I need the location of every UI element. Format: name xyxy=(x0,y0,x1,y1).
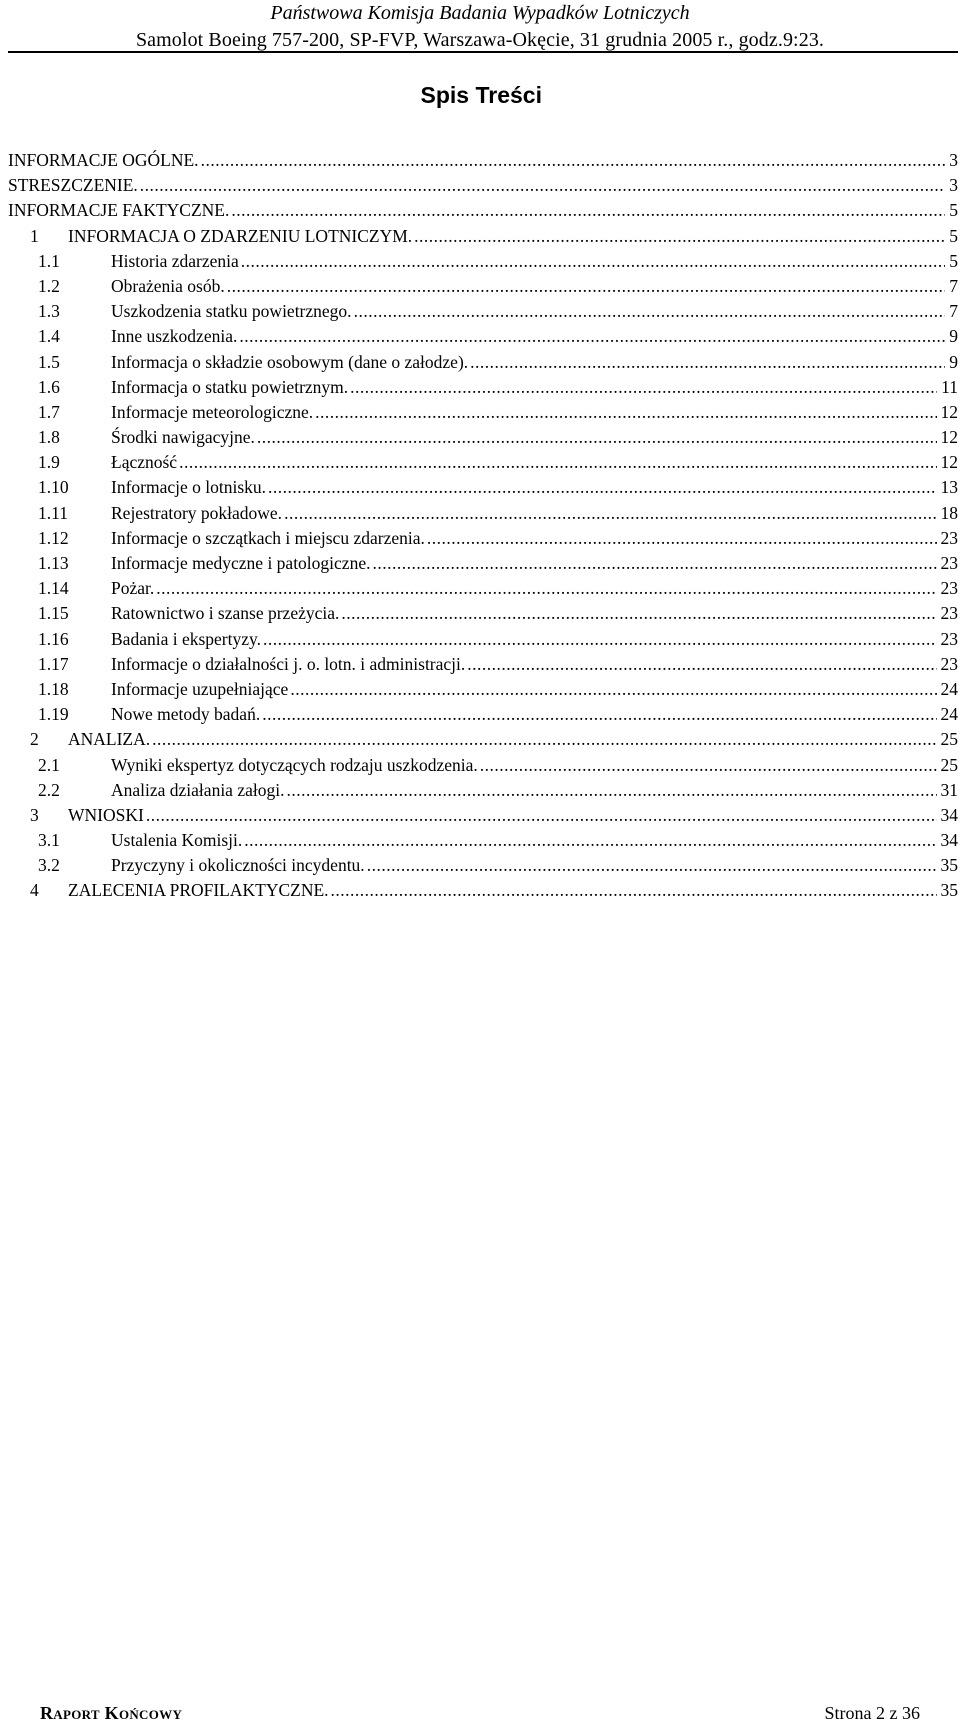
toc-entry-line xyxy=(111,627,958,652)
toc-entry-page: 31 xyxy=(940,779,958,800)
dot-leader xyxy=(284,501,936,526)
toc-entry-page: 12 xyxy=(940,427,958,448)
toc-entry-line xyxy=(111,702,958,727)
toc-entry-line xyxy=(111,274,958,299)
toc-entry-page: 3 xyxy=(949,150,958,170)
page-footer xyxy=(40,1700,920,1726)
toc-entry-number: 1.12 xyxy=(38,527,69,548)
toc-entry-title: Obrażenia osób. xyxy=(111,274,227,299)
toc-entry-title: ANALIZA. xyxy=(68,727,152,752)
toc-entry[interactable] xyxy=(8,828,958,853)
dot-leader xyxy=(239,324,945,349)
toc-entry-title: Informacje medyczne i patologiczne. xyxy=(111,551,372,576)
toc-entry[interactable] xyxy=(8,224,958,249)
toc-entry-title: Informacje uzupełniające xyxy=(111,677,290,702)
dot-leader xyxy=(257,425,937,450)
toc-entry-page: 3 xyxy=(949,175,958,196)
toc-entry-title: INFORMACJE OGÓLNE. xyxy=(8,148,201,173)
dot-leader xyxy=(140,173,945,198)
toc-entry-page: 12 xyxy=(940,401,958,422)
dot-leader xyxy=(268,475,936,500)
dot-leader xyxy=(467,652,936,677)
dot-leader xyxy=(354,299,946,324)
toc-entry[interactable] xyxy=(8,299,958,324)
dot-leader xyxy=(372,551,936,576)
toc-entry-number: 1.10 xyxy=(38,477,69,498)
toc-entry[interactable] xyxy=(8,173,958,198)
toc-entry-line xyxy=(111,677,958,702)
toc-entry[interactable] xyxy=(8,576,958,601)
toc-entry-page: 7 xyxy=(949,275,958,296)
toc-title: Spis Treści xyxy=(420,82,542,108)
toc-entry-number: 1.19 xyxy=(38,704,69,725)
toc-entry-page: 18 xyxy=(940,502,958,523)
toc-entry-number: 1.1 xyxy=(38,250,60,271)
toc-entry[interactable] xyxy=(8,652,958,677)
toc-entry-line xyxy=(111,400,958,425)
toc-entry-number: 3.1 xyxy=(38,830,60,851)
toc-entry-title: WNIOSKI xyxy=(68,803,146,828)
toc-entry-number: 1.17 xyxy=(38,653,69,674)
toc-entry-line xyxy=(111,853,958,878)
toc-entry-line xyxy=(111,249,958,274)
dot-leader xyxy=(244,828,936,853)
toc-entry-line xyxy=(8,148,958,173)
toc-entry-title: INFORMACJA O ZDARZENIU LOTNICZYM. xyxy=(68,224,414,249)
toc-entry-title: Łączność xyxy=(111,450,179,475)
toc-entry-line xyxy=(68,803,958,828)
toc-entry-number: 1.13 xyxy=(38,553,69,573)
toc-entry-page: 9 xyxy=(949,351,958,372)
toc-entry-title: Historia zdarzenia xyxy=(111,249,241,274)
toc-entry[interactable] xyxy=(8,198,958,223)
toc-entry[interactable] xyxy=(8,350,958,375)
toc-entry-page: 34 xyxy=(940,830,958,851)
toc-entry[interactable] xyxy=(8,375,958,400)
table-of-contents xyxy=(8,148,958,904)
toc-entry[interactable] xyxy=(8,249,958,274)
toc-entry-page: 34 xyxy=(940,804,958,825)
toc-entry-line xyxy=(111,299,958,324)
toc-entry-title: Inne uszkodzenia. xyxy=(111,324,239,349)
dot-leader xyxy=(315,400,936,425)
toc-entry-number: 1.15 xyxy=(38,603,69,624)
dot-leader xyxy=(227,274,946,299)
dot-leader xyxy=(414,224,945,249)
toc-entry-number: 1.4 xyxy=(38,326,60,347)
dot-leader xyxy=(201,148,946,173)
report-label: Raport Końcowy xyxy=(40,1703,183,1723)
toc-entry-title: Przyczyny i okoliczności incydentu. xyxy=(111,853,367,878)
toc-entry[interactable] xyxy=(8,526,958,551)
toc-entry-title: Informacje o działalności j. o. lotn. i administracji. xyxy=(111,652,467,677)
toc-entry-line xyxy=(8,173,958,198)
toc-entry-page: 11 xyxy=(941,376,958,397)
dot-leader xyxy=(146,803,937,828)
toc-entry-number: 1.8 xyxy=(38,427,60,448)
toc-entry-number: 1.16 xyxy=(38,628,69,649)
toc-entry[interactable] xyxy=(8,853,958,878)
toc-entry-page: 7 xyxy=(949,301,958,322)
toc-entry-line xyxy=(68,878,958,903)
toc-entry-page: 5 xyxy=(949,250,958,271)
toc-entry-page: 23 xyxy=(940,553,958,573)
toc-entry-page: 23 xyxy=(940,653,958,674)
toc-entry-title: ZALECENIA PROFILAKTYCZNE. xyxy=(68,878,331,903)
toc-entry-line xyxy=(111,425,958,450)
toc-entry[interactable] xyxy=(8,803,958,828)
dot-leader xyxy=(367,853,937,878)
toc-entry[interactable] xyxy=(8,475,958,500)
toc-entry-page: 5 xyxy=(949,225,958,246)
toc-entry-page: 35 xyxy=(940,880,958,901)
toc-entry-page: 24 xyxy=(940,704,958,725)
toc-entry[interactable] xyxy=(8,148,958,173)
page-number: Strona 2 z 36 xyxy=(824,1703,920,1723)
toc-entry[interactable] xyxy=(8,501,958,526)
toc-entry[interactable] xyxy=(8,551,958,576)
toc-entry-line xyxy=(8,198,958,223)
toc-entry-number: 1.7 xyxy=(38,401,60,422)
toc-entry-page: 25 xyxy=(940,729,958,750)
toc-entry-title: INFORMACJE FAKTYCZNE. xyxy=(8,198,231,223)
toc-entry-line xyxy=(111,324,958,349)
toc-entry-line xyxy=(111,450,958,475)
dot-leader xyxy=(262,702,936,727)
toc-entry-line xyxy=(111,501,958,526)
toc-entry-title: Informacje o lotnisku. xyxy=(111,475,268,500)
toc-entry[interactable] xyxy=(8,727,958,752)
toc-entry-page: 35 xyxy=(940,855,958,876)
toc-entry-page: 12 xyxy=(940,452,958,473)
toc-entry-page: 23 xyxy=(940,578,958,599)
toc-entry[interactable] xyxy=(8,601,958,626)
toc-entry-number: 3.2 xyxy=(38,855,60,876)
toc-entry-title: Analiza działania załogi. xyxy=(111,778,286,803)
toc-entry-number: 1.11 xyxy=(38,502,68,523)
toc-entry-number: 4 xyxy=(30,880,39,901)
toc-entry[interactable] xyxy=(8,627,958,652)
page-header xyxy=(0,0,960,52)
dot-leader xyxy=(241,249,945,274)
toc-entry-title: Uszkodzenia statku powietrznego. xyxy=(111,299,354,324)
commission-name: Państwowa Komisja Badania Wypadków Lotniczych xyxy=(270,2,690,24)
toc-entry-line xyxy=(111,551,958,576)
toc-entry-page: 24 xyxy=(940,678,958,699)
dot-leader xyxy=(427,526,937,551)
toc-entry-title: Środki nawigacyjne. xyxy=(111,425,257,450)
toc-entry[interactable] xyxy=(8,702,958,727)
dot-leader xyxy=(341,601,936,626)
dot-leader xyxy=(152,727,936,752)
toc-entry-number: 1.3 xyxy=(38,301,60,322)
toc-entry[interactable] xyxy=(8,450,958,475)
toc-entry[interactable] xyxy=(8,753,958,778)
toc-entry-number: 1.6 xyxy=(38,376,60,397)
toc-entry-title: Informacje meteorologiczne. xyxy=(111,400,315,425)
toc-entry-line xyxy=(111,475,958,500)
toc-entry-number: 1.2 xyxy=(38,275,60,296)
dot-leader xyxy=(156,576,936,601)
toc-entry-line xyxy=(111,778,958,803)
toc-entry-title: Pożar. xyxy=(111,576,156,601)
dot-leader xyxy=(231,198,945,223)
dot-leader xyxy=(331,878,937,903)
dot-leader xyxy=(263,627,937,652)
toc-entry[interactable] xyxy=(8,778,958,803)
toc-entry[interactable] xyxy=(8,324,958,349)
toc-entry-number: 3 xyxy=(30,804,39,825)
toc-entry-line xyxy=(111,576,958,601)
toc-entry-title: Badania i ekspertyzy. xyxy=(111,627,263,652)
toc-entry[interactable] xyxy=(8,878,958,903)
toc-entry-title: Wyniki ekspertyz dotyczących rodzaju uszkodzenia. xyxy=(111,753,480,778)
toc-entry-page: 9 xyxy=(949,326,958,347)
toc-entry-line xyxy=(111,375,958,400)
dot-leader xyxy=(286,778,936,803)
toc-entry[interactable] xyxy=(8,274,958,299)
toc-entry-line xyxy=(111,350,958,375)
dot-leader xyxy=(470,350,945,375)
dot-leader xyxy=(290,677,936,702)
toc-entry-line xyxy=(68,727,958,752)
toc-entry-page: 23 xyxy=(940,628,958,649)
dot-leader xyxy=(179,450,936,475)
toc-entry-line xyxy=(111,828,958,853)
toc-entry-line xyxy=(111,601,958,626)
dot-leader xyxy=(480,753,937,778)
toc-entry[interactable] xyxy=(8,425,958,450)
toc-entry-line xyxy=(68,224,958,249)
toc-entry-title: Informacje o szczątkach i miejscu zdarzenia. xyxy=(111,526,427,551)
toc-entry-title: Ratownictwo i szanse przeżycia. xyxy=(111,601,341,626)
toc-entry-number: 2.1 xyxy=(38,754,60,775)
header-divider xyxy=(8,51,958,53)
toc-entry-number: 2 xyxy=(30,729,39,750)
toc-entry-line xyxy=(111,652,958,677)
toc-entry-number: 1.5 xyxy=(38,351,60,372)
toc-entry-number: 1.9 xyxy=(38,452,60,473)
toc-entry-title: Informacja o składzie osobowym (dane o załodze). xyxy=(111,350,470,375)
toc-entry-page: 25 xyxy=(940,754,958,775)
toc-entry-title: Rejestratory pokładowe. xyxy=(111,501,284,526)
toc-entry-title: Ustalenia Komisji. xyxy=(111,828,244,853)
toc-entry-number: 1.18 xyxy=(38,678,69,699)
dot-leader xyxy=(350,375,937,400)
toc-entry-number: 1.14 xyxy=(38,578,69,599)
incident-description: Samolot Boeing 757-200, SP-FVP, Warszawa-Okęcie, 31 grudnia 2005 r., godz.9:23. xyxy=(135,29,825,51)
toc-entry-page: 13 xyxy=(940,477,958,498)
toc-entry-line xyxy=(111,526,958,551)
toc-entry[interactable] xyxy=(8,677,958,702)
toc-entry-number: 2.2 xyxy=(38,779,60,800)
toc-entry-title: STRESZCZENIE. xyxy=(8,173,140,198)
toc-entry-page: 5 xyxy=(949,200,958,221)
toc-entry-page: 23 xyxy=(940,527,958,548)
toc-entry-title: Informacja o statku powietrznym. xyxy=(111,375,350,400)
toc-entry[interactable] xyxy=(8,400,958,425)
toc-entry-title: Nowe metody badań. xyxy=(111,702,262,727)
toc-entry-line xyxy=(111,753,958,778)
toc-entry-page: 23 xyxy=(940,603,958,624)
toc-entry-number: 1 xyxy=(30,225,39,246)
